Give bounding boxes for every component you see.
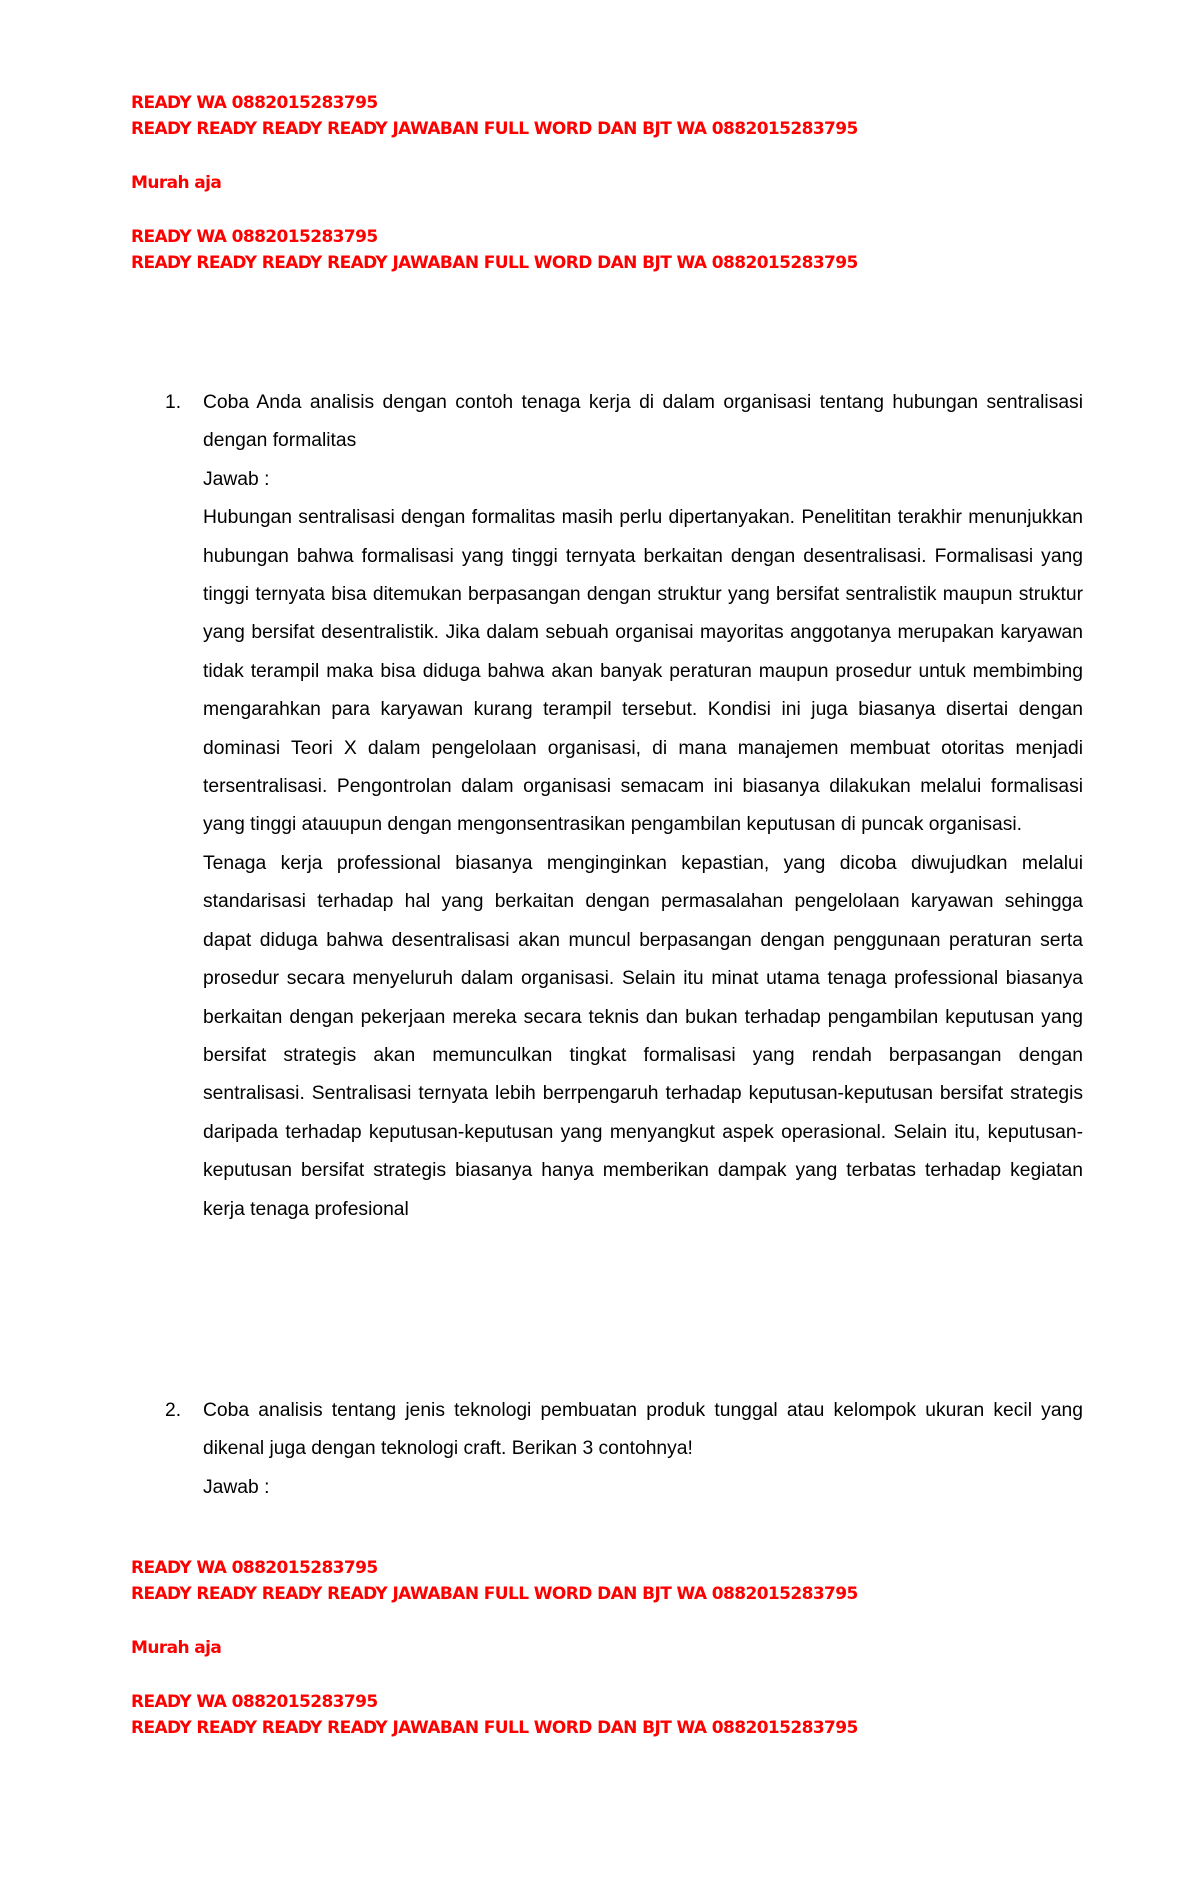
- question-number: 2.: [165, 1400, 182, 1421]
- promo-block-bottom: [131, 1555, 1031, 1741]
- question-text: Coba Anda analisis dengan contoh tenaga kerja di dalam organisasi tentang hubungan sentralisasi dengan formalitas: [203, 392, 1083, 452]
- answer-paragraph: Hubungan sentralisasi dengan formalitas masih perlu dipertanyakan. Penelititan terakhir menunjukkan hubungan bahwa formalisasi yang tinggi ternyata berkaitan dengan desentralisasi. Formalisasi yang tinggi ternyata bisa ditemukan berpasangan dengan struktur yang bersifat sentralistik maupun struktur yang bersifat desentralistik. Jika dalam sebuah organisai mayoritas anggotanya merupakan karyawan tidak terampil maka bisa diduga bahwa akan banyak peraturan maupun prosedur untuk membimbing mengarahkan para karyawan kurang terampil tersebut. Kondisi ini juga biasanya disertai dengan dominasi Teori X dalam pengelolaan organisasi, di mana manajemen membuat otoritas menjadi tersentralisasi. Pengontrolan dalam organisasi semacam ini biasanya dilakukan melalui formalisasi yang tinggi atauupun dengan mengonsentrasikan pengambilan keputusan di puncak organisasi.: [203, 507, 1083, 836]
- promo-price-line: Murah aja: [131, 173, 222, 193]
- question-item: [160, 1392, 1083, 1507]
- question-number: 1.: [165, 392, 182, 413]
- promo-ready-line: READY READY READY READY JAWABAN FULL WORD DAN BJT WA 0882015283795: [131, 1718, 858, 1738]
- promo-contact-line: READY WA 0882015283795: [131, 93, 378, 113]
- promo-ready-line: READY READY READY READY JAWABAN FULL WORD DAN BJT WA 0882015283795: [131, 119, 858, 139]
- answer-label: Jawab :: [203, 1476, 270, 1498]
- promo-block-top: [131, 90, 1031, 276]
- promo-ready-line: READY READY READY READY JAWABAN FULL WORD DAN BJT WA 0882015283795: [131, 1584, 858, 1604]
- promo-price-line: Murah aja: [131, 1638, 222, 1658]
- promo-contact-line: READY WA 0882015283795: [131, 1692, 378, 1712]
- answer-label: Jawab :: [203, 468, 270, 490]
- question-list: [160, 384, 1083, 1229]
- question-item: [160, 384, 1083, 1229]
- question-list: [160, 1392, 1083, 1507]
- question-text: Coba analisis tentang jenis teknologi pembuatan produk tunggal atau kelompok ukuran kecil yang dikenal juga dengan teknologi craft. Berikan 3 contohnya!: [203, 1400, 1083, 1460]
- promo-contact-line: READY WA 0882015283795: [131, 227, 378, 247]
- promo-contact-line: READY WA 0882015283795: [131, 1558, 378, 1578]
- answer-paragraph: Tenaga kerja professional biasanya menginginkan kepastian, yang dicoba diwujudkan melalui standarisasi terhadap hal yang berkaitan dengan permasalahan pengelolaan karyawan sehingga dapat diduga bahwa desentralisasi akan muncul berpasangan dengan penggunaan peraturan serta prosedur secara menyeluruh dalam organisasi. Selain itu minat utama tenaga professional biasanya berkaitan dengan pekerjaan mereka secara teknis dan bukan terhadap pengambilan keputusan yang bersifat strategis akan memunculkan tingkat formalisasi yang rendah berpasangan dengan sentralisasi. Sentralisasi ternyata lebih berrpengaruh terhadap keputusan-keputusan bersifat strategis daripada terhadap keputusan-keputusan yang menyangkut aspek operasional. Selain itu, keputusan-keputusan bersifat strategis biasanya hanya memberikan dampak yang terbatas terhadap kegiatan kerja tenaga profesional: [203, 852, 1083, 1220]
- promo-ready-line: READY READY READY READY JAWABAN FULL WORD DAN BJT WA 0882015283795: [131, 253, 858, 273]
